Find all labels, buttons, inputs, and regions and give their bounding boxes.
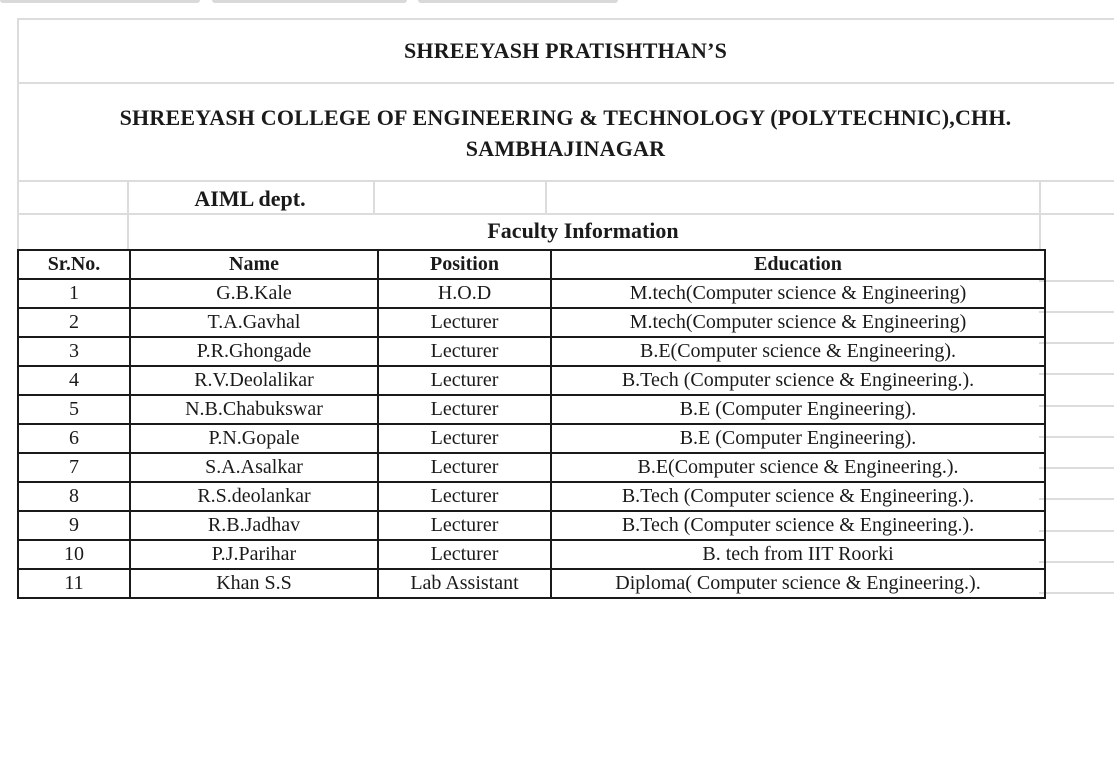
cell-education: B.Tech (Computer science & Engineering.). (551, 482, 1045, 511)
cell-position: Lecturer (378, 366, 551, 395)
cell-position: Lecturer (378, 308, 551, 337)
cell-position: Lecturer (378, 453, 551, 482)
cell-position: Lecturer (378, 511, 551, 540)
cell-name: S.A.Asalkar (130, 453, 378, 482)
top-strip (0, 0, 1114, 6)
table-row (18, 482, 1045, 511)
table-row (18, 569, 1045, 598)
cell-sr-no: 9 (18, 511, 130, 540)
grid-line (1039, 342, 1114, 344)
tab-edge (212, 0, 407, 3)
grid-line (373, 180, 375, 214)
cell-name: Khan S.S (130, 569, 378, 598)
grid-line (1039, 561, 1114, 563)
cell-name: N.B.Chabukswar (130, 395, 378, 424)
department-label: AIML dept. (194, 186, 306, 211)
grid-line (1039, 311, 1114, 313)
grid-line (1039, 373, 1114, 375)
cell-education: B. tech from IIT Roorki (551, 540, 1045, 569)
cell-education: B.E (Computer Engineering). (551, 424, 1045, 453)
table-row (18, 279, 1045, 308)
cell-education: B.E (Computer Engineering). (551, 395, 1045, 424)
cell-education: B.Tech (Computer science & Engineering.). (551, 366, 1045, 395)
grid-line (1039, 467, 1114, 469)
cell-name: P.N.Gopale (130, 424, 378, 453)
document-sheet (17, 18, 1114, 624)
cell-education: Diploma( Computer science & Engineering.). (551, 569, 1045, 598)
column-header-position: Position (378, 250, 551, 279)
cell-name: R.S.deolankar (130, 482, 378, 511)
institution-title: SHREEYASH PRATISHTHAN’S (403, 38, 728, 63)
grid-line (1039, 405, 1114, 407)
cell-position: Lab Assistant (378, 569, 551, 598)
section-title: Faculty Information (487, 218, 679, 243)
cell-position: Lecturer (378, 482, 551, 511)
cell-sr-no: 8 (18, 482, 130, 511)
grid-line (1039, 592, 1114, 594)
column-header-education: Education (551, 250, 1045, 279)
cell-position: Lecturer (378, 337, 551, 366)
cell-name: P.J.Parihar (130, 540, 378, 569)
table-row (18, 424, 1045, 453)
cell-name: R.B.Jadhav (130, 511, 378, 540)
grid-line (17, 213, 1114, 215)
column-header-sr-no: Sr.No. (18, 250, 130, 279)
grid-line (17, 180, 1114, 182)
grid-line (1039, 280, 1114, 282)
cell-sr-no: 1 (18, 279, 130, 308)
cell-name: G.B.Kale (130, 279, 378, 308)
table-header-row (18, 250, 1045, 279)
college-title (17, 102, 1114, 164)
cell-sr-no: 4 (18, 366, 130, 395)
college-title-line-1: SHREEYASH COLLEGE OF ENGINEERING & TECHNOLOGY (POLYTECHNIC),CHH. (119, 105, 1012, 130)
college-title-line-2: SAMBHAJINAGAR (465, 136, 666, 161)
table-row (18, 308, 1045, 337)
cell-sr-no: 11 (18, 569, 130, 598)
cell-education: B.E(Computer science & Engineering.). (551, 453, 1045, 482)
grid-line (1039, 180, 1041, 250)
table-row (18, 395, 1045, 424)
table-row (18, 337, 1045, 366)
grid-line (1039, 498, 1114, 500)
table-row (18, 540, 1045, 569)
cell-name: R.V.Deolalikar (130, 366, 378, 395)
cell-sr-no: 5 (18, 395, 130, 424)
cell-sr-no: 2 (18, 308, 130, 337)
table-row (18, 453, 1045, 482)
cell-position: Lecturer (378, 540, 551, 569)
cell-position: Lecturer (378, 395, 551, 424)
cell-education: B.Tech (Computer science & Engineering.). (551, 511, 1045, 540)
grid-line (545, 180, 547, 214)
cell-sr-no: 7 (18, 453, 130, 482)
cell-sr-no: 3 (18, 337, 130, 366)
cell-sr-no: 10 (18, 540, 130, 569)
cell-name: P.R.Ghongade (130, 337, 378, 366)
grid-line (1039, 436, 1114, 438)
cell-education: M.tech(Computer science & Engineering) (551, 308, 1045, 337)
cell-sr-no: 6 (18, 424, 130, 453)
cell-education: M.tech(Computer science & Engineering) (551, 279, 1045, 308)
tab-edge (418, 0, 618, 3)
grid-line (1039, 530, 1114, 532)
cell-position: Lecturer (378, 424, 551, 453)
column-header-name: Name (130, 250, 378, 279)
grid-line (17, 82, 1114, 84)
cell-position: H.O.D (378, 279, 551, 308)
faculty-table (17, 249, 1046, 599)
tab-edge (0, 0, 200, 3)
table-row (18, 366, 1045, 395)
cell-name: T.A.Gavhal (130, 308, 378, 337)
table-row (18, 511, 1045, 540)
grid-line (17, 18, 1114, 20)
cell-education: B.E(Computer science & Engineering). (551, 337, 1045, 366)
